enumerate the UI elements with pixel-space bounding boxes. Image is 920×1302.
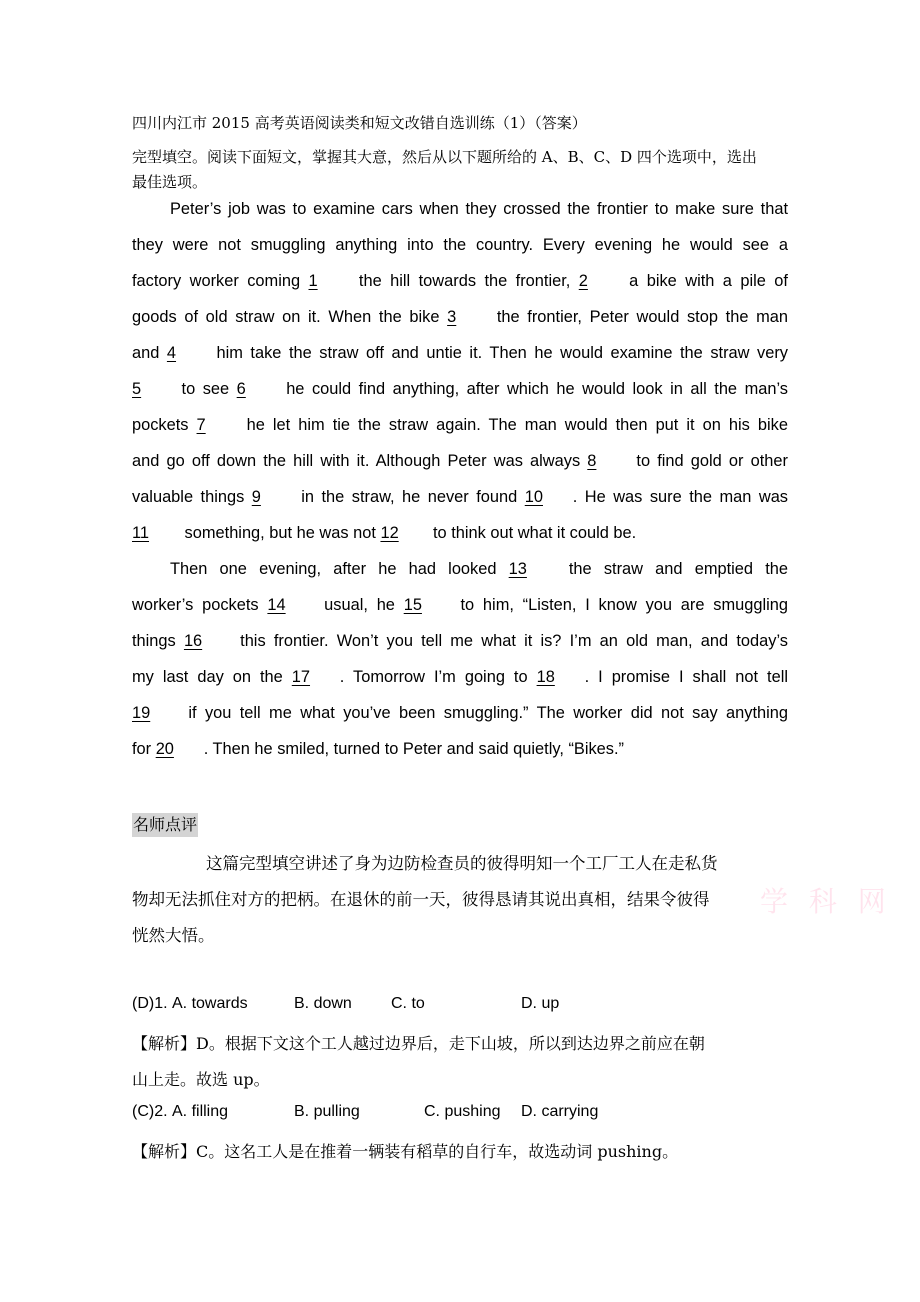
question-2-analysis-line-1: 【解析】C。这名工人是在推着一辆装有稻草的自行车，故选动词 pushing。 bbox=[132, 1142, 679, 1161]
blank-3: 3 bbox=[447, 308, 457, 326]
blank-8: 8 bbox=[587, 452, 597, 470]
instructions-line-1: 完型填空。阅读下面短文，掌握其大意，然后从以下题所给的 A、B、C、D 四个选项中，选出 bbox=[132, 148, 757, 166]
blank-11: 11 bbox=[132, 524, 150, 542]
option-b: B. down bbox=[294, 995, 352, 1012]
blank-20: 20 bbox=[155, 740, 174, 758]
option-a: A. towards bbox=[172, 995, 248, 1012]
question-1-prefix: (D)1. bbox=[132, 995, 168, 1012]
option-d: D. carrying bbox=[521, 1103, 599, 1120]
blank-13: 13 bbox=[508, 560, 527, 578]
question-2-prefix: (C)2. bbox=[132, 1103, 168, 1120]
passage-line: and 4 him take the straw off and untie it. Then he would examine the straw very bbox=[132, 344, 788, 362]
option-c: C. to bbox=[391, 995, 425, 1012]
blank-14: 14 bbox=[267, 596, 286, 614]
blank-1: 1 bbox=[308, 272, 318, 290]
passage-line: goods of old straw on it. When the bike 3 the frontier, Peter would stop the man bbox=[132, 308, 788, 326]
passage-line: worker’s pockets 14 usual, he 15 to him, “Listen, I know you are smuggling bbox=[132, 596, 788, 614]
passage-line: my last day on the 17 . Tomorrow I’m going to 18 . I promise I shall not tell bbox=[132, 668, 788, 686]
question-1-analysis-line-1: 【解析】D。根据下文这个工人越过边界后，走下山坡，所以到达边界之前应在朝 bbox=[132, 1034, 705, 1053]
blank-15: 15 bbox=[403, 596, 422, 614]
passage-line: pockets 7 he let him tie the straw again. The man would then put it on his bike bbox=[132, 416, 788, 434]
passage-line: for 20 . Then he smiled, turned to Peter and said quietly, “Bikes.” bbox=[132, 740, 624, 758]
passage-line: valuable things 9 in the straw, he never found 10 . He was sure the man was bbox=[132, 488, 788, 506]
blank-17: 17 bbox=[291, 668, 311, 686]
instructions-line-2: 最佳选项。 bbox=[132, 173, 208, 191]
question-1-options bbox=[132, 995, 792, 1017]
blank-18: 18 bbox=[536, 668, 555, 686]
passage-line: they were not smuggling anything into the country. Every evening he would see a bbox=[132, 236, 788, 254]
question-2-options bbox=[132, 1103, 792, 1125]
question-1-analysis-line-2: 山上走。故选 up。 bbox=[132, 1070, 270, 1089]
blank-4: 4 bbox=[166, 344, 177, 362]
blank-5: 5 bbox=[132, 380, 142, 398]
analysis-label: 【解析】 bbox=[132, 1142, 197, 1161]
passage-line: 11 something, but he was not 12 to think out what it could be. bbox=[132, 524, 637, 542]
review-line-3: 恍然大悟。 bbox=[132, 926, 215, 945]
blank-10: 10 bbox=[524, 488, 543, 506]
watermark: 学 科 网 bbox=[760, 885, 892, 918]
passage-line: things 16 this frontier. Won’t you tell me what it is? I’m an old man, and today’s bbox=[132, 632, 788, 650]
review-line-1: 这篇完型填空讲述了身为边防检查员的彼得明知一个工厂工人在走私货 bbox=[206, 854, 718, 873]
document-title: 四川内江市 2015 高考英语阅读类和短文改错自选训练（1）（答案） bbox=[132, 114, 587, 132]
option-a: A. filling bbox=[172, 1103, 229, 1120]
blank-7: 7 bbox=[196, 416, 206, 434]
passage-line: Peter’s job was to examine cars when they crossed the frontier to make sure that bbox=[170, 200, 788, 218]
review-label-badge: 名师点评 bbox=[132, 813, 198, 837]
blank-19: 19 bbox=[132, 704, 151, 722]
option-c: C. pushing bbox=[424, 1103, 501, 1120]
blank-16: 16 bbox=[183, 632, 203, 650]
review-line-2: 物却无法抓住对方的把柄。在退休的前一天，彼得恳请其说出真相，结果令彼得 bbox=[132, 890, 710, 909]
analysis-label: 【解析】 bbox=[132, 1034, 197, 1053]
blank-12: 12 bbox=[380, 524, 399, 542]
blank-2: 2 bbox=[578, 272, 588, 290]
passage-line: Then one evening, after he had looked 13 the straw and emptied the bbox=[170, 560, 788, 578]
option-b: B. pulling bbox=[294, 1103, 360, 1120]
blank-9: 9 bbox=[251, 488, 261, 506]
passage-line: factory worker coming 1 the hill towards the frontier, 2 a bike with a pile of bbox=[132, 272, 788, 290]
passage-line: 19 if you tell me what you’ve been smuggling.” The worker did not say anything bbox=[132, 704, 788, 722]
passage-line: 5 to see 6 he could find anything, after which he would look in all the man’s bbox=[132, 380, 788, 398]
blank-6: 6 bbox=[236, 380, 246, 398]
passage-line: and go off down the hill with it. Although Peter was always 8 to find gold or other bbox=[132, 452, 788, 470]
option-d: D. up bbox=[521, 995, 560, 1012]
